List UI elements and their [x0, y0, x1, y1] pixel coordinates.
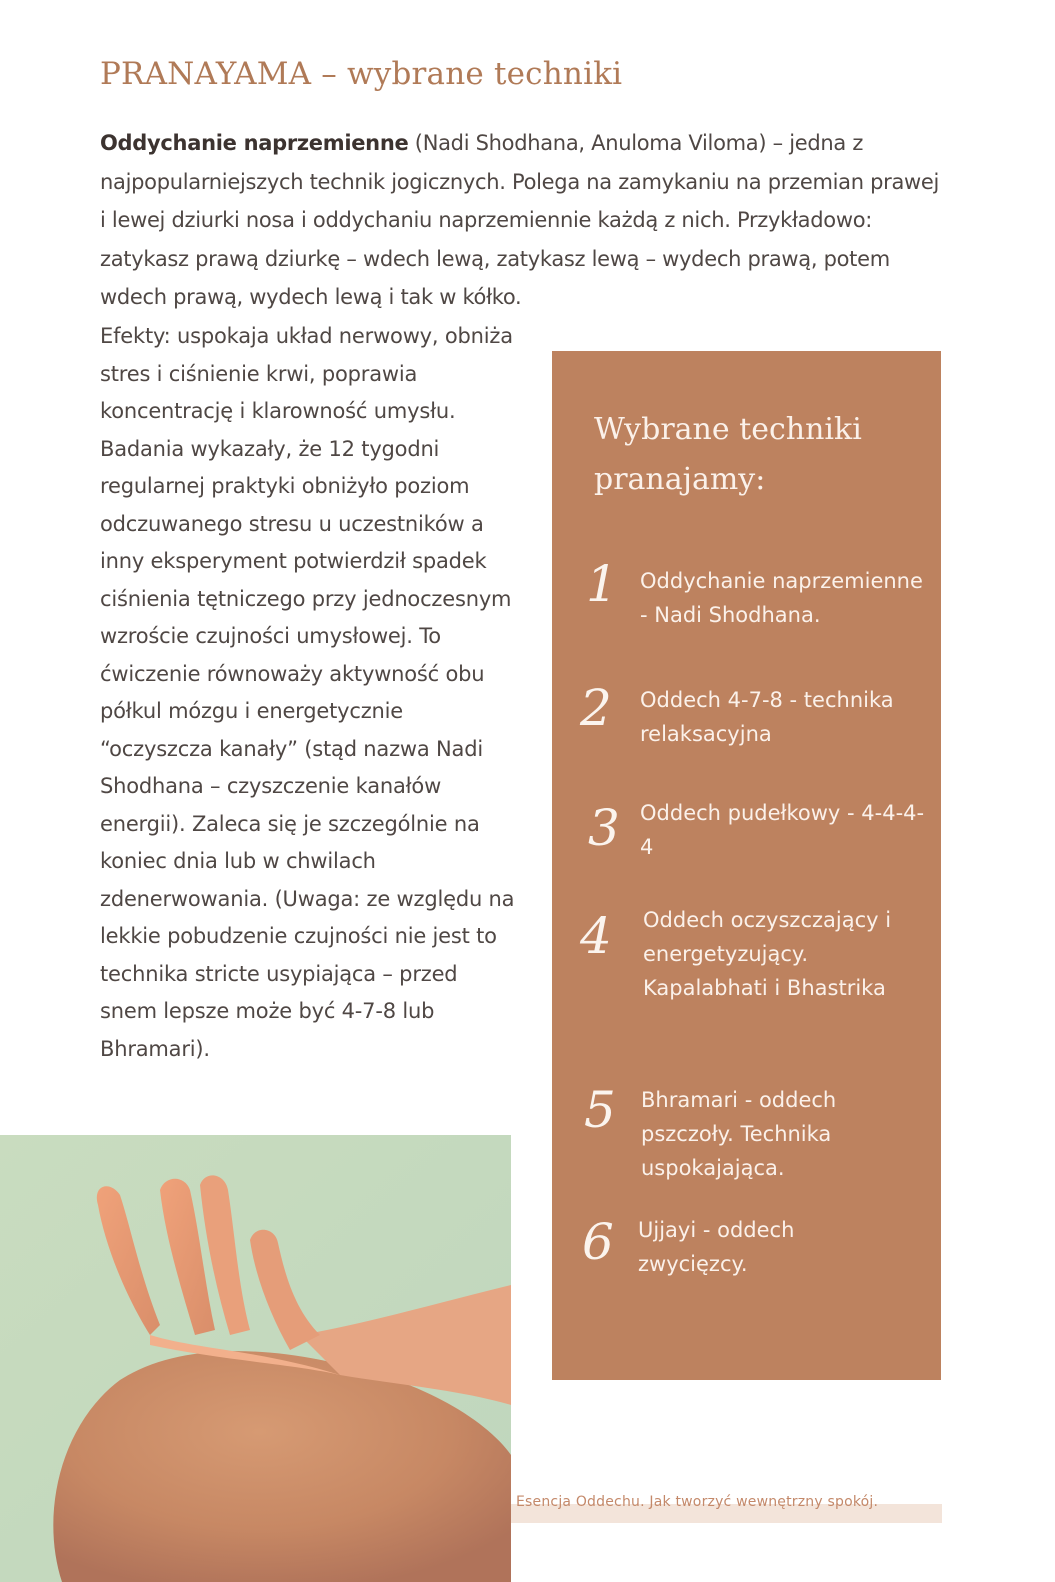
technique-number: 1: [586, 555, 618, 613]
techniques-box-title: Wybrane techniki pranajamy:: [594, 412, 862, 497]
intro-bold-term: Oddychanie naprzemienne: [100, 131, 409, 155]
meditation-hand-photo: [0, 1135, 511, 1582]
technique-number: 5: [584, 1081, 616, 1139]
footer-caption: Esencja Oddechu. Jak tworzyć wewnętrzny spokój.: [516, 1494, 879, 1510]
technique-text: Oddech 4-7-8 - technika relaksacyjna: [640, 688, 894, 746]
hand-on-knee-image: [0, 1135, 511, 1582]
technique-text: Oddech pudełkowy - 4-4-4-4: [640, 801, 925, 859]
technique-text: Bhramari - oddech pszczoły. Technika uspokajająca.: [641, 1088, 837, 1180]
technique-number: 6: [582, 1213, 614, 1271]
technique-number: 3: [588, 799, 620, 857]
page-title: PRANAYAMA – wybrane techniki: [100, 56, 623, 92]
intro-paragraph: [100, 124, 950, 317]
effects-paragraph: Efekty: uspokaja układ nerwowy, obniża stres i ciśnienie krwi, poprawia koncentrację i klarowność umysłu. Badania wykazały, że 12 tygodni regularnej praktyki obniżyło poziom odczuwanego stresu u uczestników a inny eksperyment potwierdził spadek ciśnienia tętniczego przy jednoczesnym wzroście czujności umysłowej. To ćwiczenie równoważy aktywność obu półkul mózgu i energetycznie “oczyszcza kanały” (stąd nazwa Nadi Shodhana – czyszczenie kanałów energii). Zaleca się je szczególnie na koniec dnia lub w chwilach zdenerwowania. (Uwaga: ze względu na lekkie pobudzenie czujności nie jest to technika stricte usypiająca – przed snem lepsze może być 4-7-8 lub Bhramari).: [100, 324, 515, 1061]
techniques-box: [552, 351, 941, 1380]
technique-number: 2: [580, 679, 612, 737]
technique-text: Ujjayi - oddech zwycięzcy.: [638, 1218, 795, 1276]
technique-text: Oddech oczyszczający i energetyzujący. Kapalabhati i Bhastrika: [643, 908, 892, 1000]
technique-text: Oddychanie naprzemienne - Nadi Shodhana.: [640, 569, 923, 627]
intro-text: (Nadi Shodhana, Anuloma Viloma) – jedna z najpopularniejszych technik jogicznych. Polega na zamykaniu na przemian prawej i lewej dziurki nosa i oddychaniu naprzemiennie każdą z nich. Przykładowo: zatykasz prawą dziurkę – wdech lewą, zatykasz lewą – wydech prawą, potem wdech prawą, wydech lewą i tak w kółko.: [100, 131, 940, 309]
technique-number: 4: [580, 907, 612, 965]
